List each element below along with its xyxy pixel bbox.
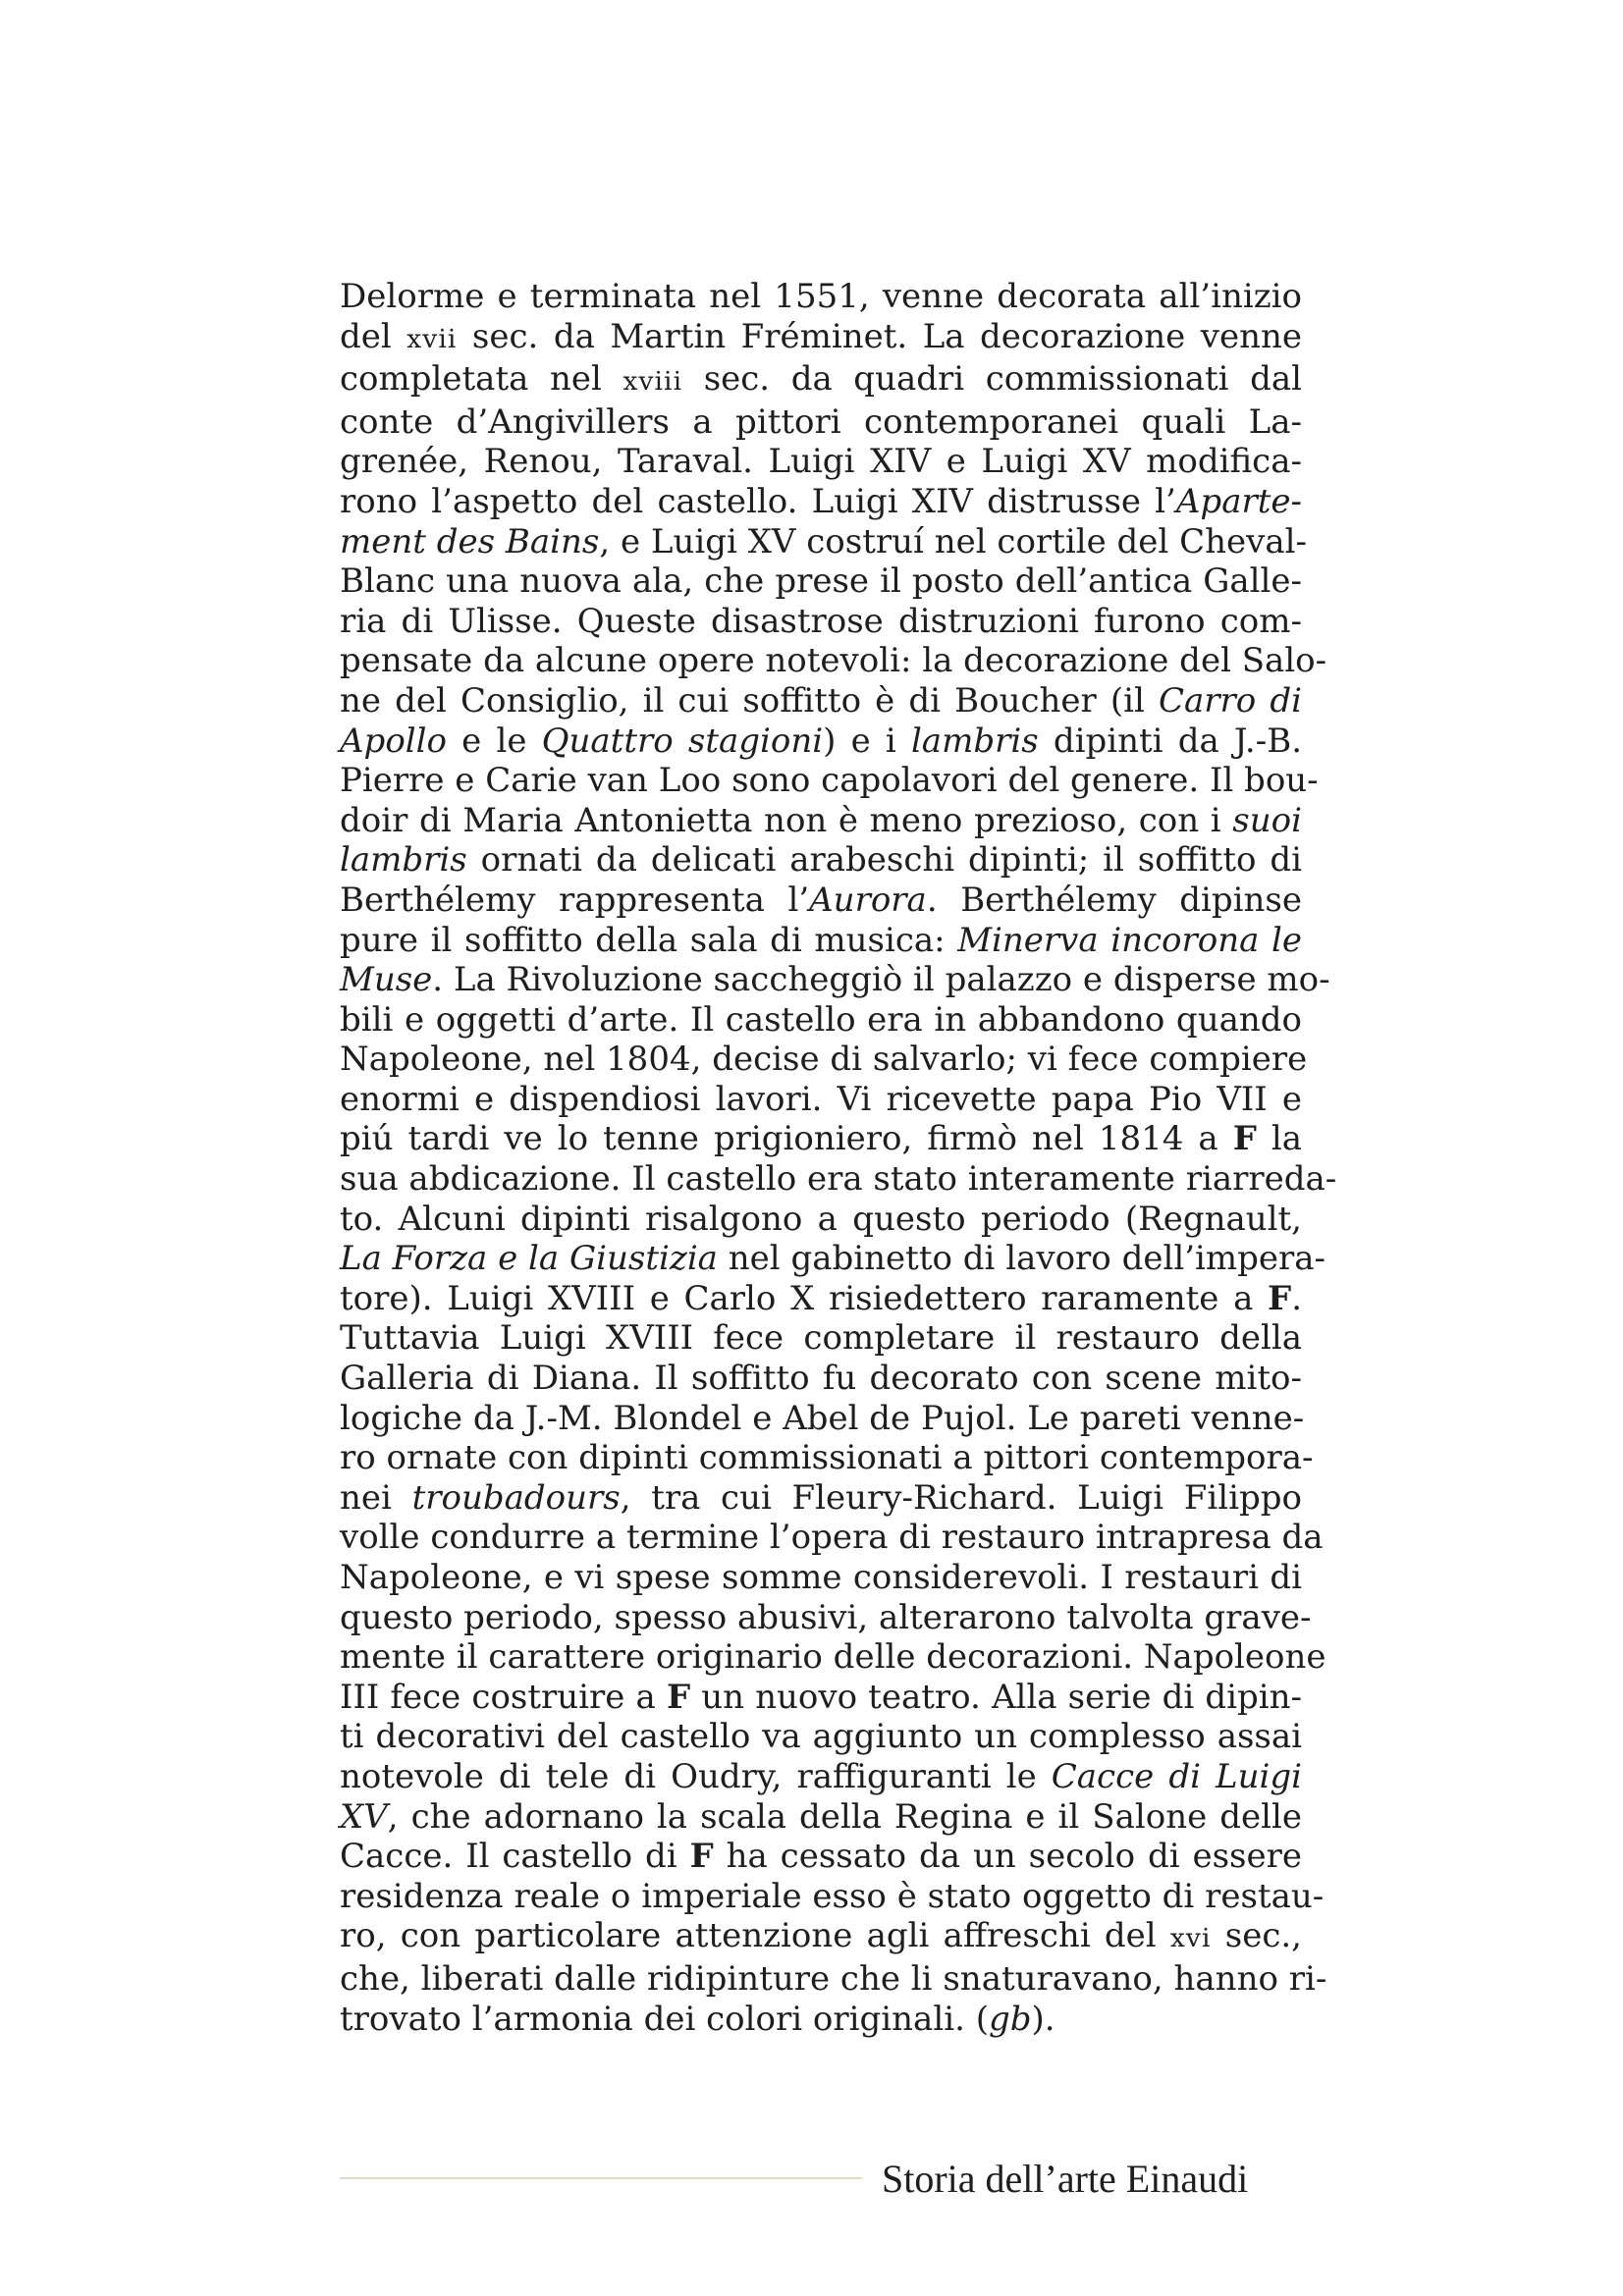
text-segment: xvi xyxy=(1169,1923,1212,1954)
text-segment: sec. da quadri commissionati dal xyxy=(682,359,1303,400)
text-segment: nel gabinetto di lavoro dell’impera- xyxy=(717,1239,1326,1279)
text-segment: Cacce. Il castello di xyxy=(340,1837,690,1877)
text-segment: sec. da Martin Fréminet. La decorazione venne xyxy=(457,316,1302,356)
text-segment: to. Alcuni dipinti risalgono a questo periodo (Regnault, xyxy=(340,1199,1302,1239)
text-line xyxy=(340,1200,1302,1240)
text-line xyxy=(340,641,1327,681)
text-segment: ro, con particolare attenzione agli affreschi del xyxy=(340,1916,1170,1956)
text-line xyxy=(340,1318,1302,1359)
text-segment: piú tardi ve lo tenne prigioniero, firmò nel 1814 a xyxy=(340,1119,1233,1159)
text-segment: Napoleone, nel 1804, decise di salvarlo; vi fece compiere xyxy=(340,1040,1308,1080)
text-segment: suoi xyxy=(1232,800,1302,840)
text-segment: Berthélemy rappresenta l’ xyxy=(340,880,810,920)
text-line xyxy=(340,482,1302,522)
text-line xyxy=(340,2000,1302,2040)
text-segment: Carro di xyxy=(1159,680,1302,721)
text-segment: Delorme e terminata nel 1551, venne decorata all’inizio xyxy=(340,277,1302,316)
text-segment: grenée, Renou, Taraval. Luigi XIV e Luigi XV modifica- xyxy=(340,442,1302,482)
text-line xyxy=(340,602,1302,642)
text-line xyxy=(340,317,1302,360)
text-segment: un nuovo teatro. Alla serie di dipin- xyxy=(690,1677,1302,1717)
text-segment: Aparte- xyxy=(1175,481,1302,521)
text-segment: Pierre e Carie van Loo sono capolavori del genere. Il bou- xyxy=(340,761,1319,801)
text-line xyxy=(340,1597,1312,1638)
text-segment: Tuttavia Luigi XVIII fece completare il restauro della xyxy=(340,1318,1302,1359)
text-segment: e le xyxy=(447,721,542,761)
text-segment: , e Luigi XV costruí nel cortile del Cheval- xyxy=(599,521,1307,561)
text-segment: ornati da delicati arabeschi dipinti; il soffitto di xyxy=(466,840,1302,881)
text-line xyxy=(340,1916,1302,1959)
text-segment: questo periodo, spesso abusivi, alterarono talvolta grave- xyxy=(340,1597,1312,1637)
text-line xyxy=(340,1438,1314,1478)
text-segment: ti decorativi del castello va aggiunto un complesso assai xyxy=(340,1717,1302,1757)
text-segment: III fece costruire a xyxy=(340,1677,667,1717)
text-line xyxy=(340,1837,1302,1877)
text-segment: sua abdicazione. Il castello era stato interamente riarreda- xyxy=(340,1159,1337,1200)
text-segment: gb xyxy=(988,1999,1032,2039)
text-segment: La Forza e la Giustizia xyxy=(340,1239,718,1279)
text-line xyxy=(340,801,1302,841)
text-line xyxy=(340,721,1302,762)
text-line xyxy=(340,1717,1302,1757)
text-segment: . xyxy=(1291,1278,1302,1318)
text-segment: ha cessato da un secolo di essere xyxy=(713,1837,1302,1877)
text-segment: residenza reale o imperiale esso è stato oggetto di restau- xyxy=(340,1876,1325,1916)
text-line xyxy=(340,1398,1305,1439)
text-segment: F xyxy=(1268,1278,1292,1318)
text-line xyxy=(340,960,1330,1000)
text-line xyxy=(340,1040,1308,1080)
text-segment: ro ornate con dipinti commissionati a pittori contempora- xyxy=(340,1438,1314,1478)
text-segment: , che adornano la scala della Regina e il Salone delle xyxy=(387,1796,1302,1837)
text-segment: nei xyxy=(340,1477,412,1518)
text-line xyxy=(340,1119,1302,1159)
text-segment: Apollo xyxy=(340,721,448,761)
text-segment: trovato l’armonia dei colori originali. ( xyxy=(340,1999,989,2039)
text-segment: , tra cui Fleury-Richard. Luigi Filippo xyxy=(620,1477,1302,1518)
text-segment: Quattro stagioni xyxy=(541,721,824,761)
text-segment: che, liberati dalle ridipinture che li snaturavano, hanno ri- xyxy=(340,1958,1327,1999)
text-segment: XV xyxy=(340,1796,388,1837)
text-line xyxy=(340,921,1302,961)
text-segment: pure il soffitto della sala di musica: xyxy=(340,920,958,960)
text-segment: pensate da alcune opere notevoli: la decorazione del Salo- xyxy=(340,641,1327,681)
text-line xyxy=(340,1518,1324,1558)
text-segment: lambris xyxy=(910,721,1039,761)
footer-rule xyxy=(340,2177,862,2179)
text-segment: notevole di tele di Oudry, raffiguranti le xyxy=(340,1756,1052,1796)
text-line xyxy=(340,1637,1326,1678)
text-segment: troubadours xyxy=(411,1477,621,1518)
text-segment: Cacce di Luigi xyxy=(1051,1756,1303,1796)
text-line xyxy=(340,1000,1302,1041)
text-line xyxy=(340,1478,1302,1519)
text-segment: ria di Ulisse. Queste disastrose distruzioni furono com- xyxy=(340,601,1302,641)
text-segment: volle condurre a termine l’opera di restauro intrapresa da xyxy=(340,1518,1324,1558)
footer-title: Storia dell’arte Einaudi xyxy=(882,2157,1249,2201)
text-segment: Napoleone, e vi spese somme considerevoli. I restauri di xyxy=(340,1558,1302,1597)
text-line xyxy=(340,521,1307,562)
text-segment: Aurora xyxy=(809,880,927,920)
text-segment: ne del Consiglio, il cui soffitto è di Boucher (il xyxy=(340,680,1159,721)
text-line xyxy=(340,840,1302,881)
text-segment: . Berthélemy dipinse xyxy=(926,880,1302,920)
text-segment: conte d’Angivillers a pittori contemporanei quali La- xyxy=(340,401,1302,442)
text-segment: sec., xyxy=(1211,1916,1302,1956)
text-line xyxy=(340,442,1302,482)
text-segment: bili e oggetti d’arte. Il castello era in abbandono quando xyxy=(340,999,1302,1040)
text-segment: mente il carattere originario delle decorazioni. Napoleone xyxy=(340,1637,1326,1678)
text-line xyxy=(340,1678,1302,1718)
text-line xyxy=(340,561,1302,602)
text-segment: logiche da J.-M. Blondel e Abel de Pujol. Le pareti venne- xyxy=(340,1398,1305,1438)
text-line xyxy=(340,402,1302,443)
text-segment: Muse xyxy=(340,960,433,1000)
text-line xyxy=(340,1080,1302,1120)
text-line xyxy=(340,1359,1302,1399)
text-segment: F xyxy=(689,1837,714,1877)
text-line xyxy=(340,1797,1302,1838)
text-segment: tore). Luigi XVIII e Carlo X risiedettero raramente a xyxy=(340,1278,1269,1318)
text-line xyxy=(340,1876,1325,1917)
text-line xyxy=(340,1159,1337,1200)
text-segment: Minerva incorona le xyxy=(957,920,1302,960)
text-segment: F xyxy=(1232,1119,1257,1159)
text-line xyxy=(340,681,1302,721)
text-segment: doir di Maria Antonietta non è meno prezioso, con i xyxy=(340,800,1233,840)
text-segment: xvii xyxy=(406,323,458,354)
text-line xyxy=(340,1558,1302,1598)
text-segment: . La Rivoluzione saccheggiò il palazzo e disperse mo- xyxy=(432,960,1330,1000)
text-segment: xviii xyxy=(622,366,683,398)
text-segment: rono l’aspetto del castello. Luigi XIV distrusse l’ xyxy=(340,481,1176,521)
text-line xyxy=(340,881,1302,921)
text-segment: dipinti da J.-B. xyxy=(1038,721,1302,761)
text-line xyxy=(340,359,1302,402)
text-segment: F xyxy=(666,1677,691,1717)
text-line xyxy=(340,761,1319,801)
text-line xyxy=(340,277,1302,317)
text-segment: completata nel xyxy=(340,359,623,400)
text-segment: Galleria di Diana. Il soffitto fu decorato con scene mito- xyxy=(340,1359,1302,1399)
text-segment: enormi e dispendiosi lavori. Vi ricevette papa Pio VII e xyxy=(340,1079,1302,1119)
text-segment: lambris xyxy=(340,840,467,881)
text-line xyxy=(340,1239,1326,1279)
text-line xyxy=(340,1958,1327,2000)
text-segment: Blanc una nuova ala, che prese il posto dell’antica Galle- xyxy=(340,561,1302,602)
text-segment: ment des Bains xyxy=(340,521,600,561)
text-line xyxy=(340,1279,1302,1319)
text-segment: la xyxy=(1256,1119,1302,1159)
body-text xyxy=(340,277,1337,2039)
text-segment: ). xyxy=(1031,1999,1055,2039)
text-line xyxy=(340,1757,1302,1797)
text-segment: del xyxy=(340,316,407,356)
text-segment: ) e i xyxy=(823,721,911,761)
